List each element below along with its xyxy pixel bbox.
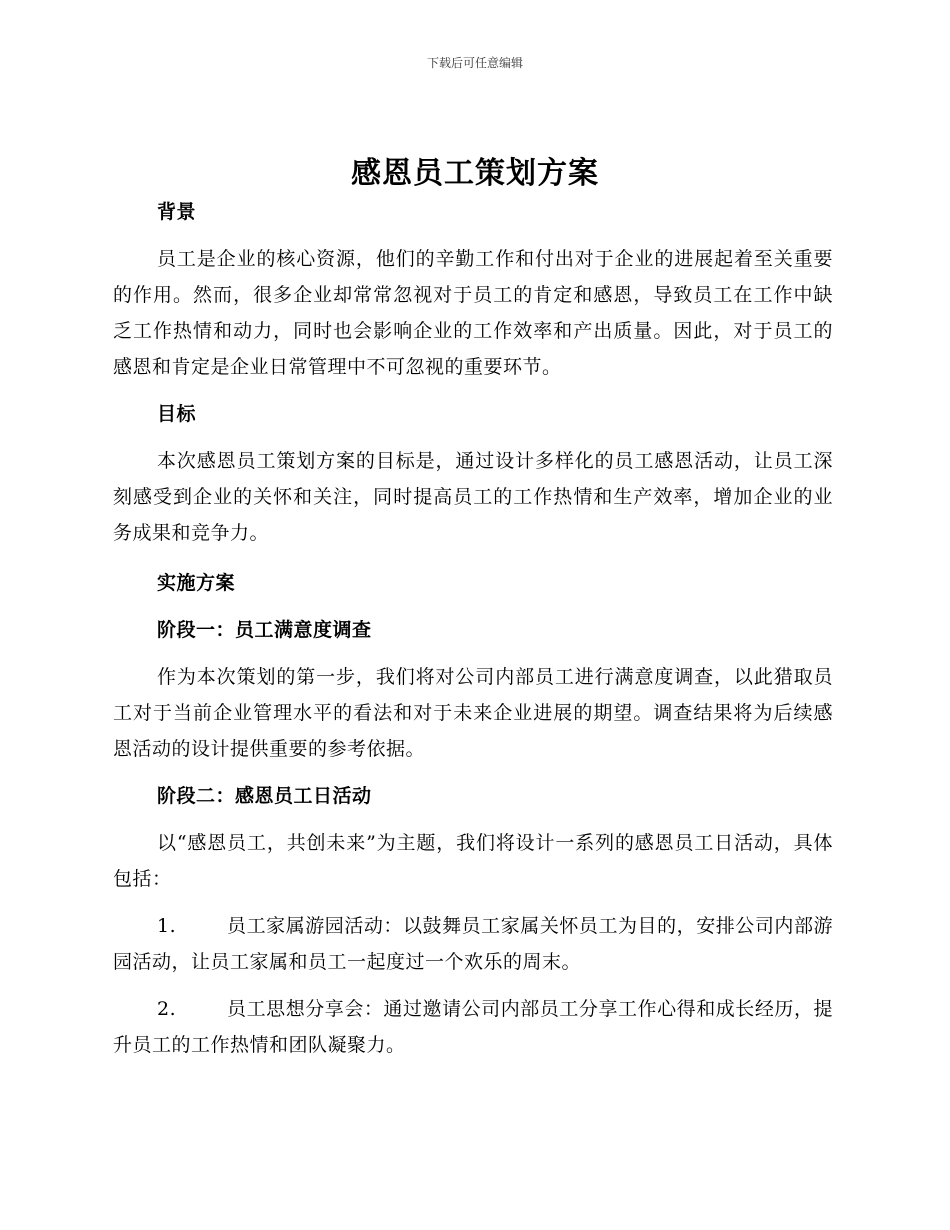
list-item [113, 991, 833, 1063]
list-item-text: 员工思想分享会：通过邀请公司内部员工分享工作心得和成长经历，提升员工的工作热情和团队凝聚力。 [113, 998, 833, 1056]
section-heading-stage2: 阶段二：感恩员工日活动 [157, 785, 372, 807]
list-item-number: 1. [157, 915, 177, 937]
list-item-number: 2. [157, 998, 177, 1020]
page-header: 下载后可任意编辑 [426, 56, 523, 70]
section-heading-stage1: 阶段一：员工满意度调查 [157, 619, 372, 641]
paragraph-stage2: 以“感恩员工，共创未来”为主题，我们将设计一系列的感恩员工日活动，具体包括： [113, 832, 833, 890]
paragraph-stage1: 作为本次策划的第一步，我们将对公司内部员工进行满意度调查，以此猎取员工对于当前企业管理水平的看法和对于未来企业进展的期望。调查结果将为后续感恩活动的设计提供重要的参考依据。 [113, 666, 833, 760]
section-heading-plan: 实施方案 [157, 572, 236, 594]
paragraph-goal: 本次感恩员工策划方案的目标是，通过设计多样化的员工感恩活动，让员工深刻感受到企业的关怀和关注，同时提高员工的工作热情和生产效率，增加企业的业务成果和竞争力。 [113, 450, 833, 544]
document-title: 感恩员工策划方案 [351, 156, 599, 191]
list-item [113, 908, 833, 980]
paragraph-background: 员工是企业的核心资源，他们的辛勤工作和付出对于企业的进展起着至关重要的作用。然而，很多企业却常常忽视对于员工的肯定和感恩，导致员工在工作中缺乏工作热情和动力，同时也会影响企业的工作效率和产出质量。因此，对于员工的感恩和肯定是企业日常管理中不可忽视的重要环节。 [113, 248, 833, 378]
list-item-text: 员工家属游园活动：以鼓舞员工家属关怀员工为目的，安排公司内部游园活动，让员工家属和员工一起度过一个欢乐的周末。 [113, 915, 833, 973]
section-heading-background: 背景 [157, 201, 197, 223]
document-body [113, 194, 833, 1063]
section-heading-goal: 目标 [157, 403, 197, 425]
